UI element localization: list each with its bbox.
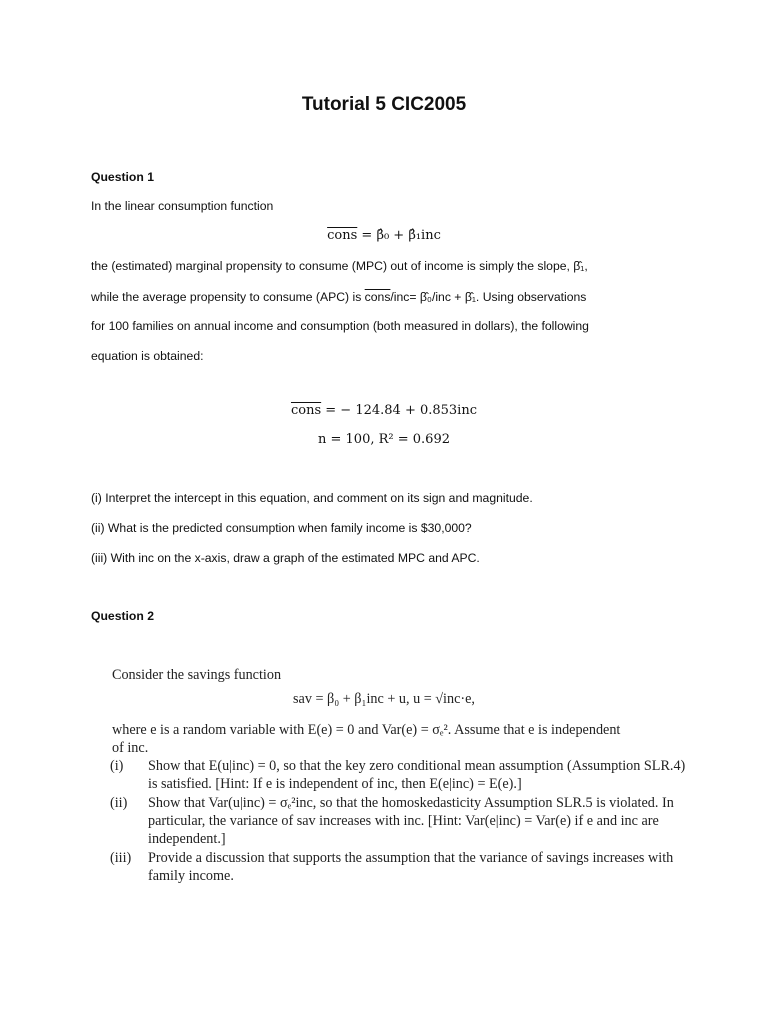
q2-where-line-1: where e is a random variable with E(e) = 0 and Var(e) = σₑ². Assume that e is independent <box>112 722 621 738</box>
question-1-heading: Question 1 <box>91 170 154 184</box>
q1-line2-hat: cons <box>364 290 391 304</box>
q2-item-iii <box>110 849 673 885</box>
q2-item-iii-line-2: family income. <box>148 868 234 884</box>
q2-intro: Consider the savings function <box>112 667 282 683</box>
q1-part-i: (i) Interpret the intercept in this equation, and comment on its sign and magnitude. <box>91 491 533 505</box>
q2-item-i-line-1: Show that E(u|inc) = 0, so that the key zero conditional mean assumption (Assumption SLR.4) <box>148 758 686 774</box>
q1-text-line-1: the (estimated) marginal propensity to consume (MPC) out of income is simply the slope, β̂₁, <box>91 259 588 273</box>
q2-item-ii-line-1: Show that Var(u|inc) = σₑ²inc, so that the homoskedasticity Assumption SLR.5 is violated. In <box>148 795 674 811</box>
equation-estimated <box>0 403 768 418</box>
q1-intro: In the linear consumption function <box>91 199 274 213</box>
eq1-rest: = β̂₀ + β̂₁inc <box>357 228 441 243</box>
equation-sample-stats: n = 100, R² = 0.692 <box>318 432 450 447</box>
question-2-heading: Question 2 <box>91 609 154 623</box>
q2-item-ii <box>110 794 674 848</box>
q2-item-ii-line-2: particular, the variance of sav increases with inc. [Hint: Var(e|inc) = Var(e) if e and inc are <box>148 813 659 829</box>
eq2-lhs: cons <box>290 403 322 418</box>
q2-item-iii-line-1: Provide a discussion that supports the assumption that the variance of savings increases with <box>148 850 674 866</box>
q2-item-i-line-2: is satisfied. [Hint: If e is independent of inc, then E(e|inc) = E(e).] <box>148 776 522 792</box>
q2-item-iii-number: (iii) <box>110 850 132 866</box>
eq2-rest: = − 124.84 + 0.853inc <box>321 403 477 418</box>
q2-item-i <box>110 757 685 793</box>
q1-part-iii: (iii) With inc on the x-axis, draw a graph of the estimated MPC and APC. <box>91 551 480 565</box>
page-title: Tutorial 5 CIC2005 <box>301 94 467 115</box>
q1-part-ii: (ii) What is the predicted consumption when family income is $30,000? <box>91 521 472 535</box>
q2-item-ii-line-3: independent.] <box>148 831 226 847</box>
q1-text-line-3: for 100 families on annual income and consumption (both measured in dollars), the following <box>91 319 589 333</box>
q2-item-i-number: (i) <box>110 758 124 774</box>
eq1-lhs: cons <box>327 228 358 243</box>
equation-consumption-function <box>0 228 768 243</box>
equation-savings: sav = β₀ + β₁inc + u, u = √inc·e, <box>293 691 475 707</box>
q2-where-line-2: of inc. <box>112 740 149 756</box>
q1-line2-a: while the average propensity to consume (APC) is <box>91 290 365 304</box>
q1-text-line-2 <box>91 289 586 305</box>
q1-line2-b: /inc= β̂₀/inc + β̂₁. Using observations <box>390 290 587 304</box>
q1-text-line-4: equation is obtained: <box>91 349 204 363</box>
q2-item-ii-number: (ii) <box>110 795 128 811</box>
